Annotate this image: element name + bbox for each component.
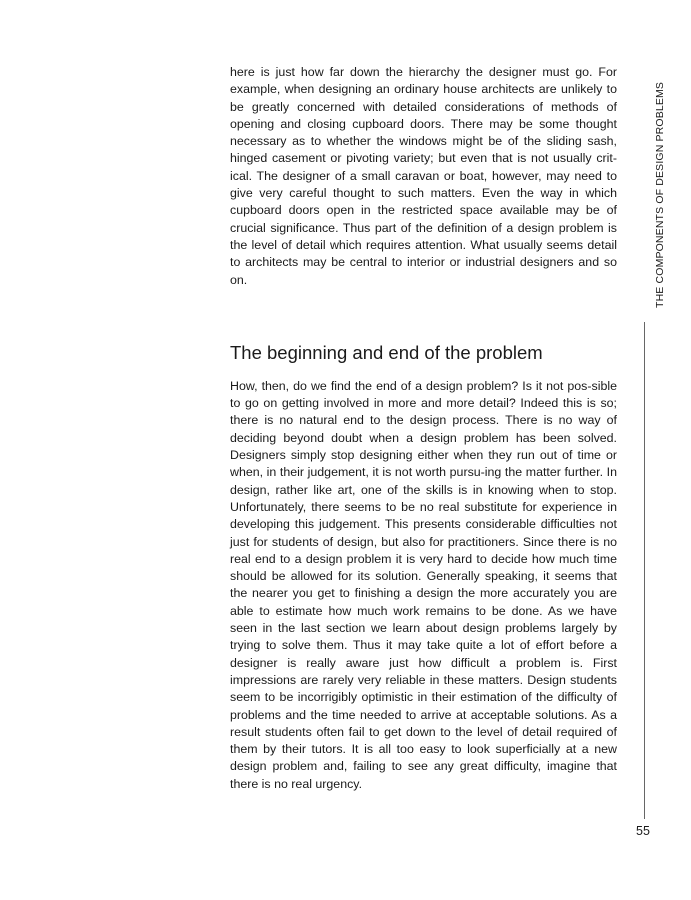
intro-paragraph: here is just how far down the hierarchy the designer must go. For example, when designing an ordinary house architects are unlikely to be greatly concerned with detailed considerations of methods of opening and closing cupboard doors. There may be some thought necessary as to whether the windows might be of the sliding sash, hinged casement or pivoting variety; but even that is not usually crit-ical. The designer of a small caravan or boat, however, may need to give very careful thought to such matters. Even the way in which cupboard doors open in the restricted space available may be of crucial significance. Thus part of the definition of a design problem is the level of detail which requires attention. What usually seems detail to architects may be central to interior or industrial designers and so on. [230, 65, 617, 287]
section-paragraph: How, then, do we find the end of a design problem? Is it not pos-sible to go on getting involved in more and more detail? Indeed this is so; there is no natural end to the design process. There is no way of deciding beyond doubt when a design problem has been solved. Designers simply stop designing either when they run out of time or when, in their judgement, it is not worth pursu-ing the matter further. In design, rather like art, one of the skills is in knowing when to stop. Unfortunately, there seems to be no real substitute for experience in developing this judgement. This presents considerable difficulties not just for students of design, but also for practitioners. Since there is no real end to a design problem it is very hard to decide how much time should be allowed for its solution. Generally speaking, it seems that the nearer you get to finishing a design the more accurately you are able to estimate how much work remains to be done. As we have seen in the last section we learn about design problems largely by trying to solve them. Thus it may take quite a lot of effort before a designer is really aware just how difficult a problem is. First impressions are rarely very reliable in these matters. Design students seem to be incorrigibly optimistic in their estimation of the difficulty of problems and the time needed to arrive at acceptable solutions. As a result students often fail to get down to the level of detail required of them by their tutors. It is all too easy to look superficially at a new design problem and, failing to see any great difficulty, imagine that there is no real urgency. [230, 378, 617, 791]
vertical-rule [644, 322, 645, 819]
section-heading: The beginning and end of the problem [230, 341, 543, 363]
text-column [230, 64, 617, 793]
page-number: 55 [636, 824, 650, 838]
running-head: THE COMPONENTS OF DESIGN PROBLEMS [654, 81, 666, 308]
